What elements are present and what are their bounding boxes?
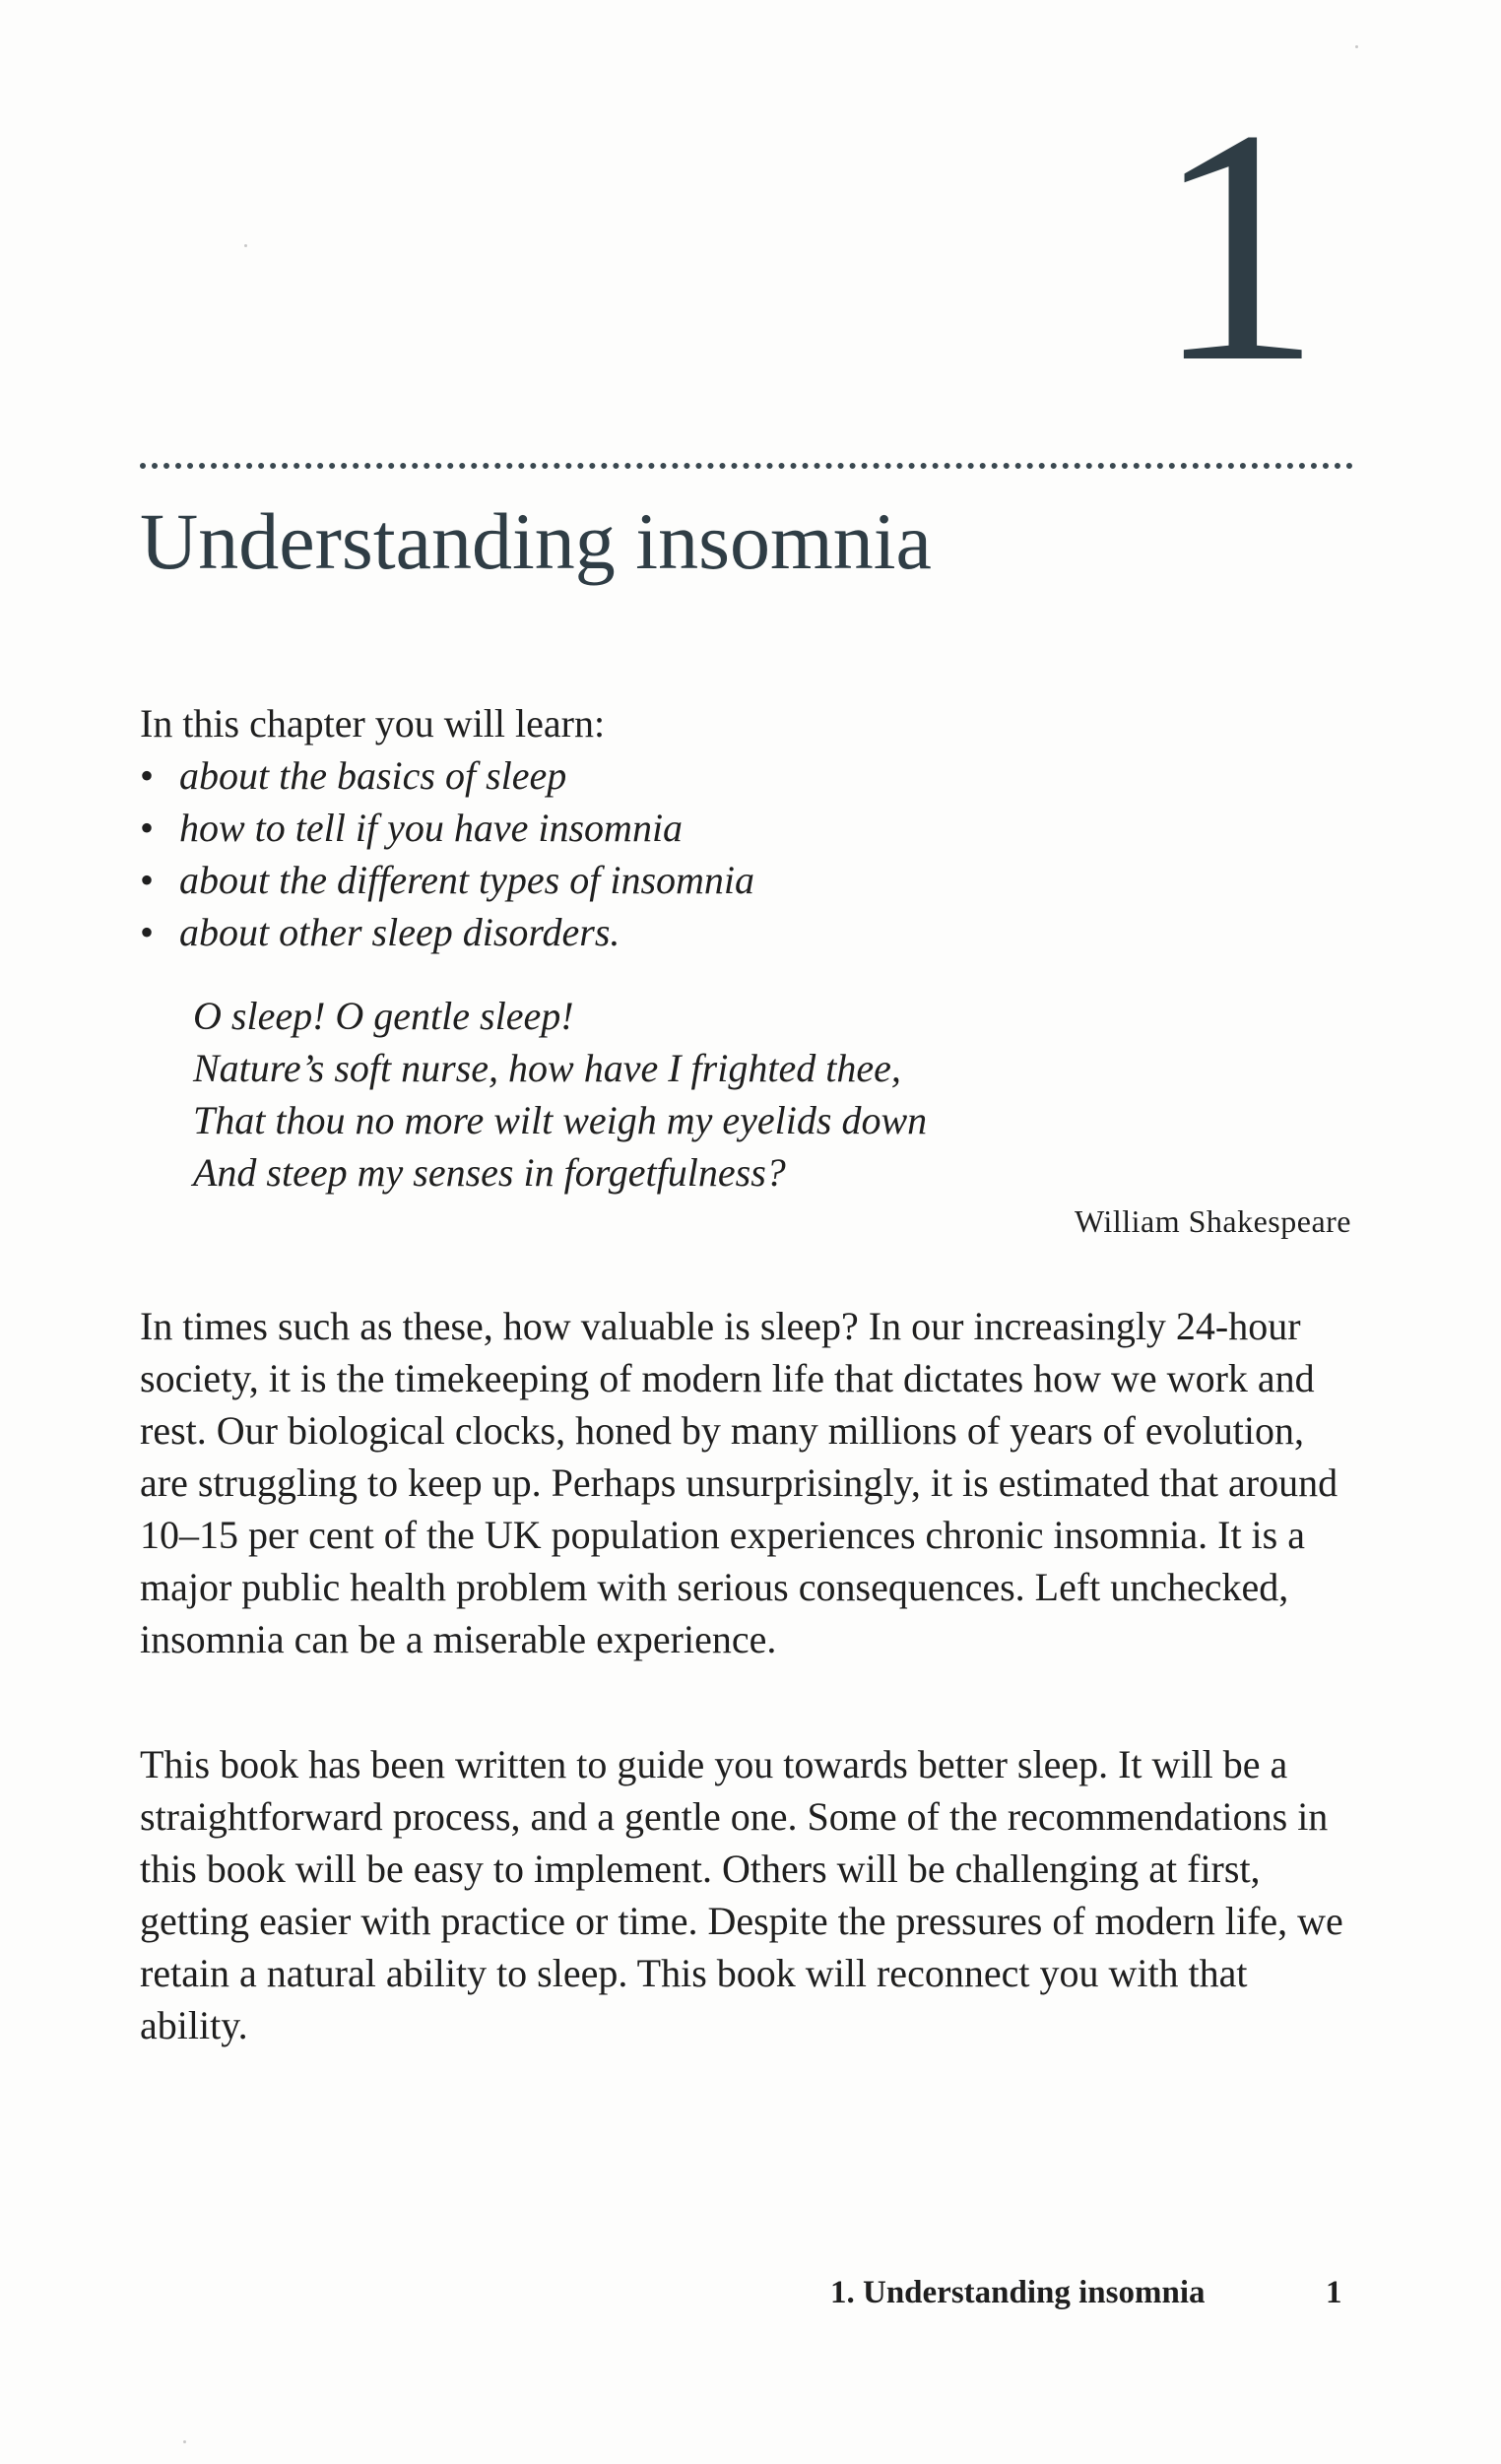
scan-speck [1355,45,1358,48]
chapter-number: 1 [1154,60,1314,431]
objectives-list [140,749,1361,958]
epigraph-line: O sleep! O gentle sleep! [193,994,574,1038]
body-paragraph: This book has been written to guide you towards better sleep. It will be a straightforward process, and a gentle one. Some of the recommendations in this book will be easy to implement. Others will be challenging at first, getting easier with practice or time. Despite the pressures of modern life, we retain a natural ability to sleep. This book will reconnect you with that ability. [140,1742,1343,2047]
epigraph-line: That thou no more wilt weigh my eyelids down [193,1098,928,1142]
page-number: 1 [1326,2275,1342,2310]
list-item: • about other sleep disorders. [140,906,1361,958]
chapter-title: Understanding insomnia [140,496,932,586]
epigraph-attribution: William Shakespeare [1075,1203,1351,1239]
epigraph-line: Nature’s soft nurse, how have I frighted thee, [193,1046,901,1090]
body-paragraph: In times such as these, how valuable is sleep? In our increasingly 24-hour society, it is the timekeeping of modern life that dictates how we work and rest. Our biological clocks, honed by many millions of years of evolution, are struggling to keep up. Perhaps unsurprisingly, it is estimated that around 10–15 per cent of the UK population experiences chronic insomnia. It is a major public health problem with serious consequences. Left unchecked, insomnia can be a miserable experience. [140,1304,1338,1661]
scan-speck [183,2440,186,2443]
epigraph [193,990,927,1199]
bullet-icon: • [140,753,155,798]
bullet-icon: • [140,806,155,850]
dotted-divider [140,463,1353,469]
bullet-icon: • [140,858,155,902]
bullet-icon: • [140,910,155,954]
running-head: 1. Understanding insomnia [830,2275,1206,2310]
epigraph-line: And steep my senses in forgetfulness? [193,1150,786,1195]
scan-speck [244,244,247,247]
objectives-lead: In this chapter you will learn: [140,701,606,746]
list-item: • about the different types of insomnia [140,854,1361,906]
list-item: • how to tell if you have insomnia [140,802,1361,854]
list-item: • about the basics of sleep [140,749,1361,802]
learning-objectives [140,697,1361,958]
